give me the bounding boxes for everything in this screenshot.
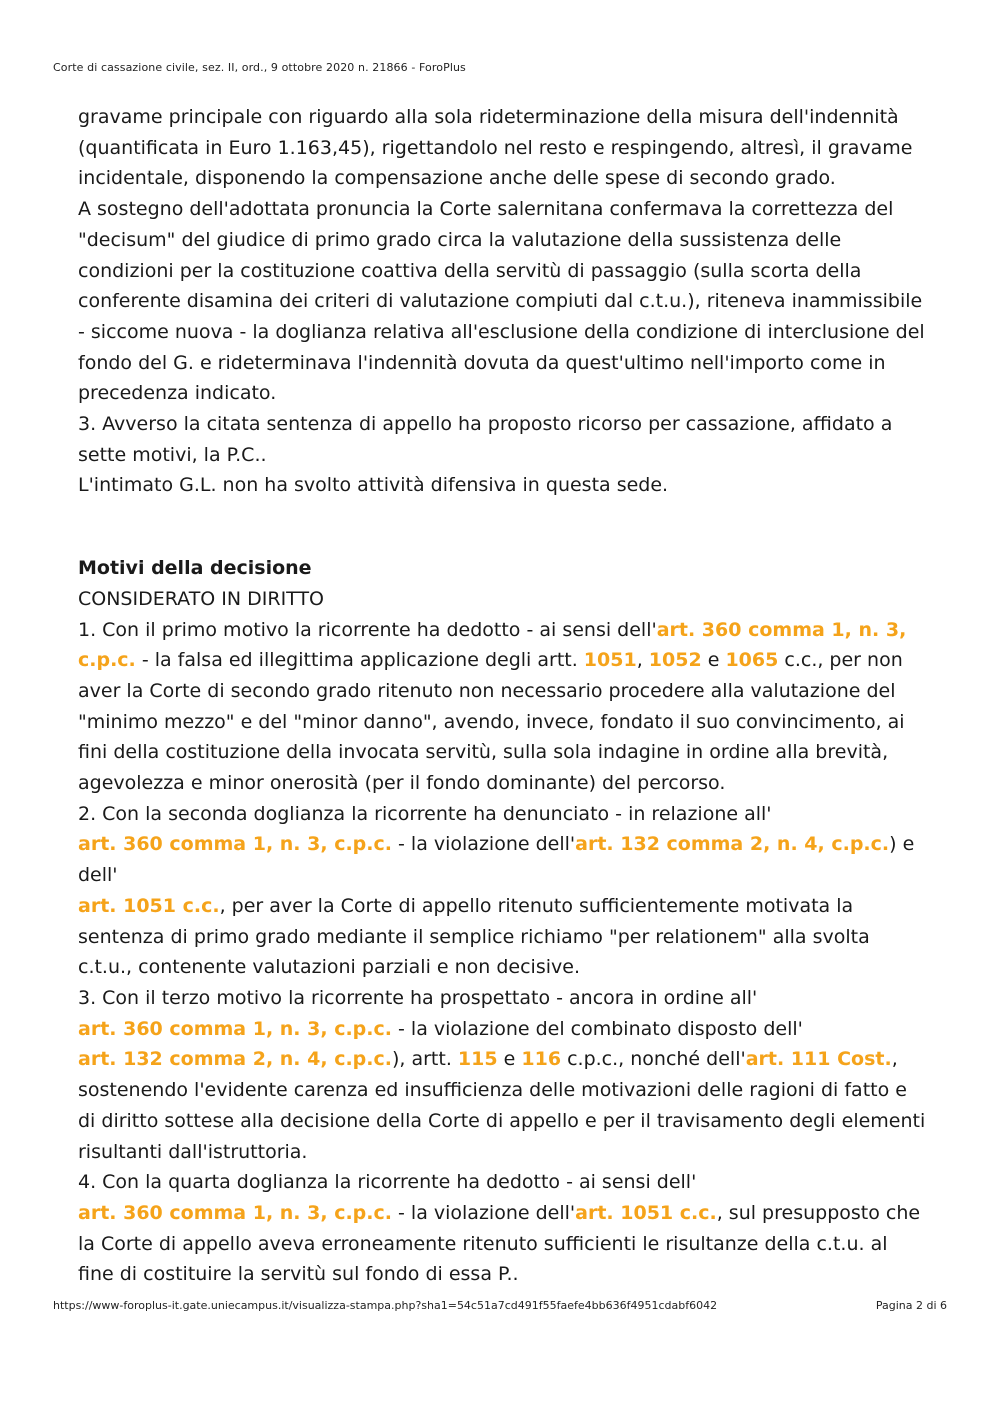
page-header-title: Corte di cassazione civile, sez. II, ord., 9 ottobre 2020 n. 21866 - ForoPlus: [53, 61, 466, 74]
paragraph-appeal-outcome: gravame principale con riguardo alla sola rideterminazione della misura dell'indennità (quantificata in Euro 1.163,45), rigettandolo nel resto e respingendo, altresì, il gravame incidentale, disponendo la compensazione anche delle spese di secondo grado.: [78, 106, 913, 190]
law-link-art-132-cpc[interactable]: art. 132 comma 2, n. 4, c.p.c.: [78, 1048, 392, 1071]
paragraph-respondent: L'intimato G.L. non ha svolto attività difensiva in questa sede.: [78, 474, 669, 497]
law-link-art-1051[interactable]: 1051: [583, 649, 637, 672]
law-link-art-1051-cc[interactable]: art. 1051 c.c.: [575, 1201, 717, 1224]
law-link-art-360-cpc[interactable]: art. 360 comma 1, n. 3, c.p.c.: [78, 833, 392, 856]
motive-2-text-1: 2. Con la seconda doglianza la ricorrente ha denunciato - in relazione all': [78, 802, 772, 825]
law-link-art-132-cpc[interactable]: art. 132 comma 2, n. 4, c.p.c.: [575, 833, 890, 856]
motive-3-text-1: 3. Con il terzo motivo la ricorrente ha prospettato - ancora in ordine all': [78, 986, 758, 1009]
law-link-art-1065[interactable]: 1065: [725, 649, 779, 672]
paragraph-cassation-appeal: 3. Avverso la citata sentenza di appello ha proposto ricorso per cassazione, affidato a sette motivi, la P.C..: [78, 413, 893, 466]
paragraph-court-reasoning: A sostegno dell'adottata pronuncia la Corte salernitana confermava la correttezza del "decisum" del giudice di primo grado circa la valutazione della sussistenza delle condizioni per la costituzione coattiva della servitù di passaggio (sulla scorta della conferente disamina dei criteri di valutazione compiuti dal c.t.u.), riteneva inammissibile - siccome nuova - la doglianza relativa all'esclusione della condizione di interclusione del fondo del G. e rideterminava l'indennità dovuta da quest'ultimo nell'importo come in precedenza indicato.: [78, 198, 925, 405]
law-link-art-1052[interactable]: 1052: [648, 649, 702, 672]
law-link-art-360-cpc[interactable]: art. 360 comma 1, n. 3, c.p.c.: [78, 1201, 392, 1224]
motive-2-text-3: ) e dell': [78, 833, 915, 887]
motive-1-text-5: c.c., per non aver la Corte di secondo grado ritenuto non necessario procedere alla valutazione del "minimo mezzo" e del "minor danno", avendo, invece, fondato il suo convincimento, ai fini della costituzione della invocata servitù, sulla sola indagine in ordine alla brevità, agevolezza e minor onerosità (per il fondo dominante) del percorso.: [78, 649, 905, 795]
paragraph-motive-4: [78, 1167, 928, 1290]
motive-3-text-6: , sostenendo l'evidente carenza ed insufficienza delle motivazioni delle ragioni di fatto e di diritto sottese alla decisione della Corte di appello e per il travisamento degli elementi risultanti dall'istruttoria.: [78, 1048, 926, 1163]
paragraph-motive-3: [78, 983, 928, 1167]
section-heading: Motivi della decisione: [78, 557, 312, 580]
law-link-art-115[interactable]: 115: [457, 1048, 498, 1071]
page-number: Pagina 2 di 6: [875, 1299, 947, 1312]
footer-url: https://www-foroplus-it.gate.uniecampus.it/visualizza-stampa.php?sha1=54c51a7cd491f55faefe4bb636f4951cdabf6042: [53, 1299, 718, 1312]
section-subheading: CONSIDERATO IN DIRITTO: [78, 587, 325, 610]
motive-4-text-3: , sul presupposto che la Corte di appello aveva erroneamente ritenuto sufficienti le risultanze della c.t.u. al fine di costituire la servitù sul fondo di essa P..: [78, 1201, 921, 1286]
motive-3-text-4: e: [497, 1048, 522, 1071]
section-spacer: [78, 501, 928, 553]
document-body: [78, 102, 928, 1290]
law-link-art-360-cpc[interactable]: art. 360 comma 1, n. 3, c.p.c.: [78, 618, 907, 672]
law-link-art-111-cost[interactable]: art. 111 Cost.: [745, 1048, 892, 1071]
motive-3-text-3: ), artt.: [391, 1048, 458, 1071]
motive-4-text-2: - la violazione dell': [391, 1201, 576, 1224]
motive-1-text-2: - la falsa ed illegittima applicazione degli artt.: [135, 649, 584, 672]
motive-2-text-2: - la violazione dell': [391, 833, 576, 856]
motive-1-text-3: ,: [636, 649, 649, 672]
motive-3-text-2: - la violazione del combinato disposto dell': [391, 1017, 803, 1040]
paragraph-motive-1: [78, 615, 928, 799]
law-link-art-116[interactable]: 116: [521, 1048, 562, 1071]
paragraph-motive-2: [78, 799, 928, 983]
motive-4-text-1: 4. Con la quarta doglianza la ricorrente ha dedotto - ai sensi dell': [78, 1171, 697, 1194]
motive-1-text-1: 1. Con il primo motivo la ricorrente ha dedotto - ai sensi dell': [78, 618, 657, 641]
law-link-art-1051-cc[interactable]: art. 1051 c.c.: [78, 894, 220, 917]
motive-2-text-4: , per aver la Corte di appello ritenuto sufficientemente motivata la sentenza di primo grado mediante il semplice richiamo "per relationem" alla svolta c.t.u., contenente valutazioni parziali e non decisive.: [78, 894, 870, 979]
motive-3-text-5: c.p.c., nonché dell': [561, 1048, 746, 1071]
law-link-art-360-cpc[interactable]: art. 360 comma 1, n. 3, c.p.c.: [78, 1017, 392, 1040]
motive-1-text-4: e: [701, 649, 726, 672]
